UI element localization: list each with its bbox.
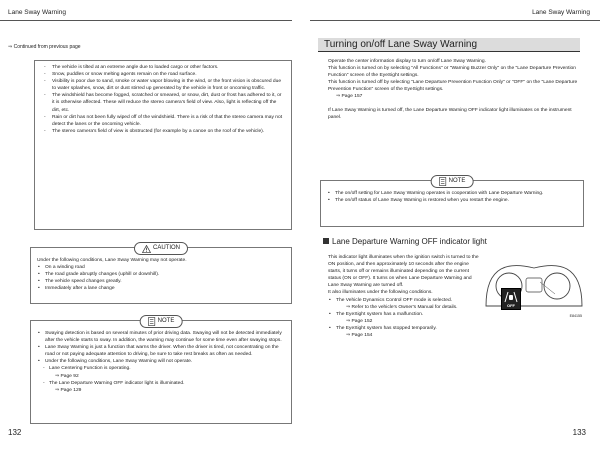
page-reference: ⇒ Page 92 xyxy=(55,373,79,379)
note-icon xyxy=(439,177,447,186)
page-reference: ⇒ Page 157 xyxy=(336,94,363,100)
note-badge-left xyxy=(140,315,183,328)
page-reference: ⇒ Refer to the vehicle's Owner's Manual for details. xyxy=(346,304,458,310)
section-title: Turning on/off Lane Sway Warning xyxy=(318,38,580,52)
continued-conditions-box xyxy=(34,60,292,230)
off-paragraph: If Lane Sway Warning is turned off, the Lane Departure Warning OFF indicator light illuminates on the instrument panel. xyxy=(328,107,572,120)
subheading-text: Lane Departure Warning OFF indicator light xyxy=(332,237,487,246)
note-box-right xyxy=(320,177,584,227)
condition-item: • The EyeSight system has stopped temporarily. xyxy=(328,325,480,332)
intro-paragraph: This function is turned off by selecting "Lane Departure Prevention Function Only" or "OFF" on the "Lane Departure Prevention Function" screen of the EyeSight settings. xyxy=(328,80,578,93)
condition-item: • The EyeSight system has a malfunction. xyxy=(328,311,480,318)
note-item: • The on/off status of Lane Sway Warning is restored when you restart the engine. xyxy=(327,197,577,204)
running-header-left: Lane Sway Warning xyxy=(8,9,66,16)
indicator-description xyxy=(328,254,480,339)
condition-item: - The windshield has become fogged, scratched or smeared, or snow, dirt, dust or frost has adhered to it, or it is otherwise affected. These will reduce the stereo camera's field of view. Also, light is reflecting off the dirt, etc. xyxy=(39,92,285,113)
continued-note: ⇒ Continued from previous page xyxy=(8,44,81,50)
running-header-right: Lane Sway Warning xyxy=(532,9,590,16)
warning-triangle-icon xyxy=(142,245,151,253)
indicator-paragraph: It also illuminates under the following conditions. xyxy=(328,290,433,296)
note-item: • The on/off setting for Lane Sway Warning operates in cooperation with Lane Departure Warning. xyxy=(327,190,577,197)
indicator-paragraph: This indicator light illuminates when the ignition switch is turned to the ON position, and then approximately 10 seconds after the engine starts, it turns off or remains illuminated depending on the current status (ON or OFF). It turns on when Lane Departure Warning and Lane Sway Warning are turned off. xyxy=(328,255,479,289)
caution-box xyxy=(30,244,292,304)
page-number-left: 132 xyxy=(8,428,22,437)
caution-item: • The vehicle speed changes greatly. xyxy=(37,278,285,285)
header-rule-left xyxy=(0,20,292,21)
off-label: OFF xyxy=(507,303,515,308)
condition-item: - The vehicle is tilted at an extreme angle due to loaded cargo or other factors. xyxy=(39,64,285,71)
note-badge-right xyxy=(431,175,474,188)
subheading xyxy=(323,237,487,247)
note-box-left xyxy=(30,317,292,424)
lane-departure-off-icon xyxy=(501,288,521,310)
note-label: NOTE xyxy=(448,177,466,184)
page-reference: ⇒ Page 154 xyxy=(346,333,373,339)
condition-item: - Visibility is poor due to sand, smoke or water vapor blowing in the wind, or the front vision is obscured due to water splashes, snow, dirt or dust stirred up generated by the vehicle in front or oncoming traffic. xyxy=(39,78,285,92)
figure-caption: E84155 xyxy=(569,314,582,318)
condition-item: - The stereo camera's field of view is obstructed (for example by a canoe on the roof of the vehicle). xyxy=(39,128,285,135)
caution-item: • The road grade abruptly changes (uphill or downhill). xyxy=(37,271,285,278)
condition-item: - Snow, puddles or snow melting agents remain on the road surface. xyxy=(39,71,285,78)
heading-square-icon xyxy=(323,238,329,244)
note-item: • Lane Sway Warning is just a function that warns the driver. When the driver is tired, not concentrating on the road or not paying adequate attention to driving, be sure to take rest breaks as often as needed. xyxy=(37,344,285,358)
page-reference: ⇒ Page 152 xyxy=(346,318,373,324)
caution-badge xyxy=(134,242,188,255)
note-label: NOTE xyxy=(157,317,175,324)
intro-paragraph: This function is turned on by selecting "All Functions" or "Warning Buzzer Only" on the "Lane Departure Prevention Function" screen of the EyeSight settings. xyxy=(328,66,576,79)
instrument-cluster-illustration xyxy=(484,258,584,314)
caution-item: • On a winding road xyxy=(37,264,285,271)
note-subitem: - Lane Centering Function is operating. xyxy=(37,365,285,372)
intro-text xyxy=(328,58,584,121)
caution-item: • Immediately after a lane change xyxy=(37,285,285,292)
condition-item: • The Vehicle Dynamics Control OFF mode is selected. xyxy=(328,297,480,304)
note-item: • Under the following conditions, Lane Sway Warning will not operate. xyxy=(37,358,285,365)
intro-paragraph: Operate the center information display to turn on/off Lane Sway Warning. xyxy=(328,59,486,64)
caution-label: CAUTION xyxy=(153,244,180,251)
lane-car-icon xyxy=(502,290,520,303)
instrument-cluster-figure xyxy=(484,258,584,322)
condition-item: - Rain or dirt has not been fully wiped off of the windshield. There is a risk of that the stereo camera may not detect the lanes or the oncoming vehicle. xyxy=(39,114,285,128)
page-reference: ⇒ Page 129 xyxy=(55,387,82,393)
note-subitem: - The Lane Departure Warning OFF indicator light is illuminated. xyxy=(37,380,285,387)
note-item: • Swaying detection is based on several minutes of prior driving data. Swaying will not be detected immediately after the vehicle starts to sway. In addition, the warning may continue for some time even after swaying stops. xyxy=(37,330,285,344)
page-number-right: 133 xyxy=(572,428,586,437)
caution-intro: Under the following conditions, Lane Sway Warning may not operate. xyxy=(37,258,187,263)
note-icon xyxy=(148,317,156,326)
header-rule-right xyxy=(310,20,600,21)
